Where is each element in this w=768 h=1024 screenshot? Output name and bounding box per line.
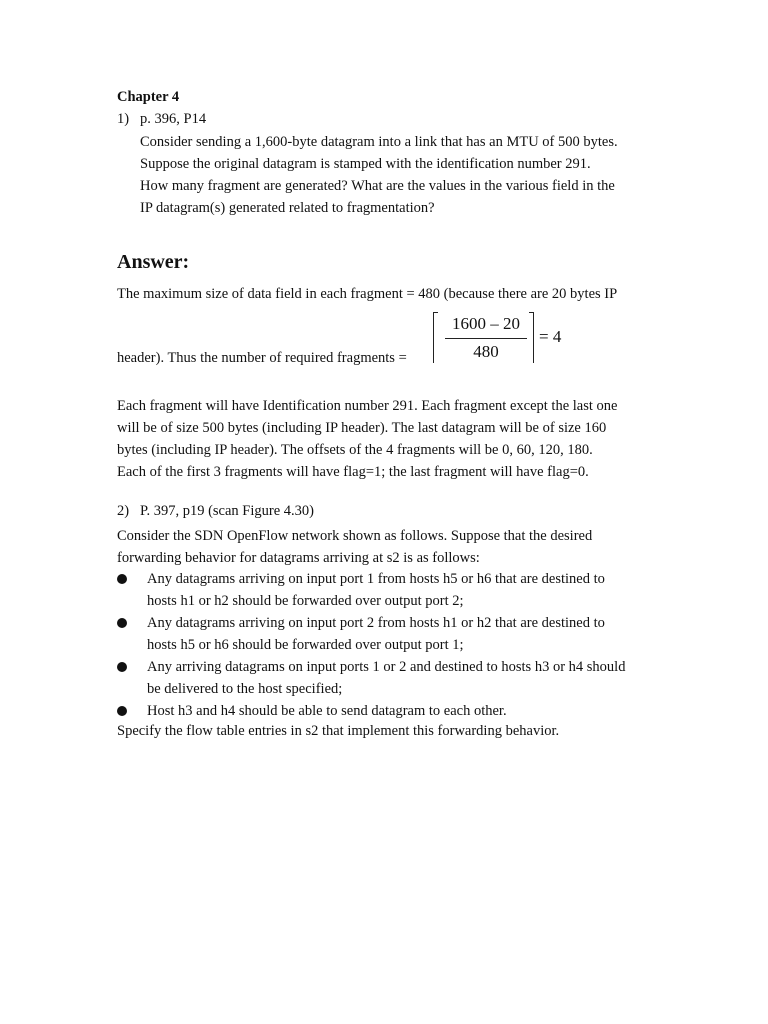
- bullet-item: [147, 612, 605, 656]
- q2-number: 2): [117, 503, 130, 519]
- ceiling-bracket-left: [433, 312, 438, 363]
- answer-heading: Answer:: [117, 251, 190, 273]
- answer-line: header). Thus the number of required fragments =: [117, 350, 407, 366]
- answer-paragraph-line: will be of size 500 bytes (including IP header). The last datagram will be of size 160: [117, 420, 607, 436]
- answer-paragraph: [117, 395, 617, 483]
- q1-line: Suppose the original datagram is stamped with the identification number 291.: [140, 156, 591, 172]
- answer-paragraph-line: bytes (including IP header). The offsets of the 4 fragments will be 0, 60, 120, 180.: [117, 442, 593, 458]
- fraction-bar: [445, 338, 527, 339]
- bullet-icon: [117, 618, 127, 628]
- fragment-count-formula: [433, 310, 573, 366]
- bullet-line: be delivered to the host specified;: [147, 681, 343, 697]
- answer-paragraph-line: Each fragment will have Identification number 291. Each fragment except the last one: [117, 398, 618, 414]
- bullet-line: hosts h5 or h6 should be forwarded over output port 1;: [147, 637, 464, 653]
- bullet-line: Host h3 and h4 should be able to send datagram to each other.: [147, 703, 507, 719]
- bullet-line: Any arriving datagrams on input ports 1 or 2 and destined to hosts h3 or h4 should: [147, 659, 626, 675]
- formula-denominator: 480: [473, 342, 499, 361]
- q2-closing: Specify the flow table entries in s2 that implement this forwarding behavior.: [117, 723, 560, 739]
- q2-intro-line: forwarding behavior for datagrams arriving at s2 is as follows:: [117, 550, 480, 566]
- q1-number: 1): [117, 111, 130, 127]
- formula-numerator: 1600 – 20: [452, 314, 520, 333]
- q2-intro: [117, 525, 592, 569]
- bullet-icon: [117, 706, 127, 716]
- bullet-item: [147, 568, 605, 612]
- answer-line: The maximum size of data field in each fragment = 480 (because there are 20 bytes IP: [117, 286, 618, 302]
- q1-reference: p. 396, P14: [140, 111, 207, 127]
- ceiling-bracket-right: [529, 312, 534, 363]
- q1-line: How many fragment are generated? What are the values in the various field in the: [140, 178, 615, 194]
- q1-line: Consider sending a 1,600-byte datagram into a link that has an MTU of 500 bytes.: [140, 134, 618, 150]
- q1-line: IP datagram(s) generated related to fragmentation?: [140, 200, 435, 216]
- q2-intro-line: Consider the SDN OpenFlow network shown as follows. Suppose that the desired: [117, 528, 593, 544]
- bullet-line: Any datagrams arriving on input port 2 from hosts h1 or h2 that are destined to: [147, 615, 605, 631]
- bullet-item: [147, 656, 625, 700]
- bullet-item: [147, 700, 507, 722]
- bullet-icon: [117, 574, 127, 584]
- bullet-line: Any datagrams arriving on input port 1 from hosts h5 or h6 that are destined to: [147, 571, 605, 587]
- q2-reference: P. 397, p19 (scan Figure 4.30): [140, 503, 314, 519]
- chapter-heading: Chapter 4: [117, 89, 180, 105]
- bullet-line: hosts h1 or h2 should be forwarded over output port 2;: [147, 593, 464, 609]
- bullet-icon: [117, 662, 127, 672]
- q1-question: [140, 131, 670, 219]
- formula-result: = 4: [539, 327, 562, 346]
- answer-paragraph-line: Each of the first 3 fragments will have flag=1; the last fragment will have flag=0.: [117, 464, 589, 480]
